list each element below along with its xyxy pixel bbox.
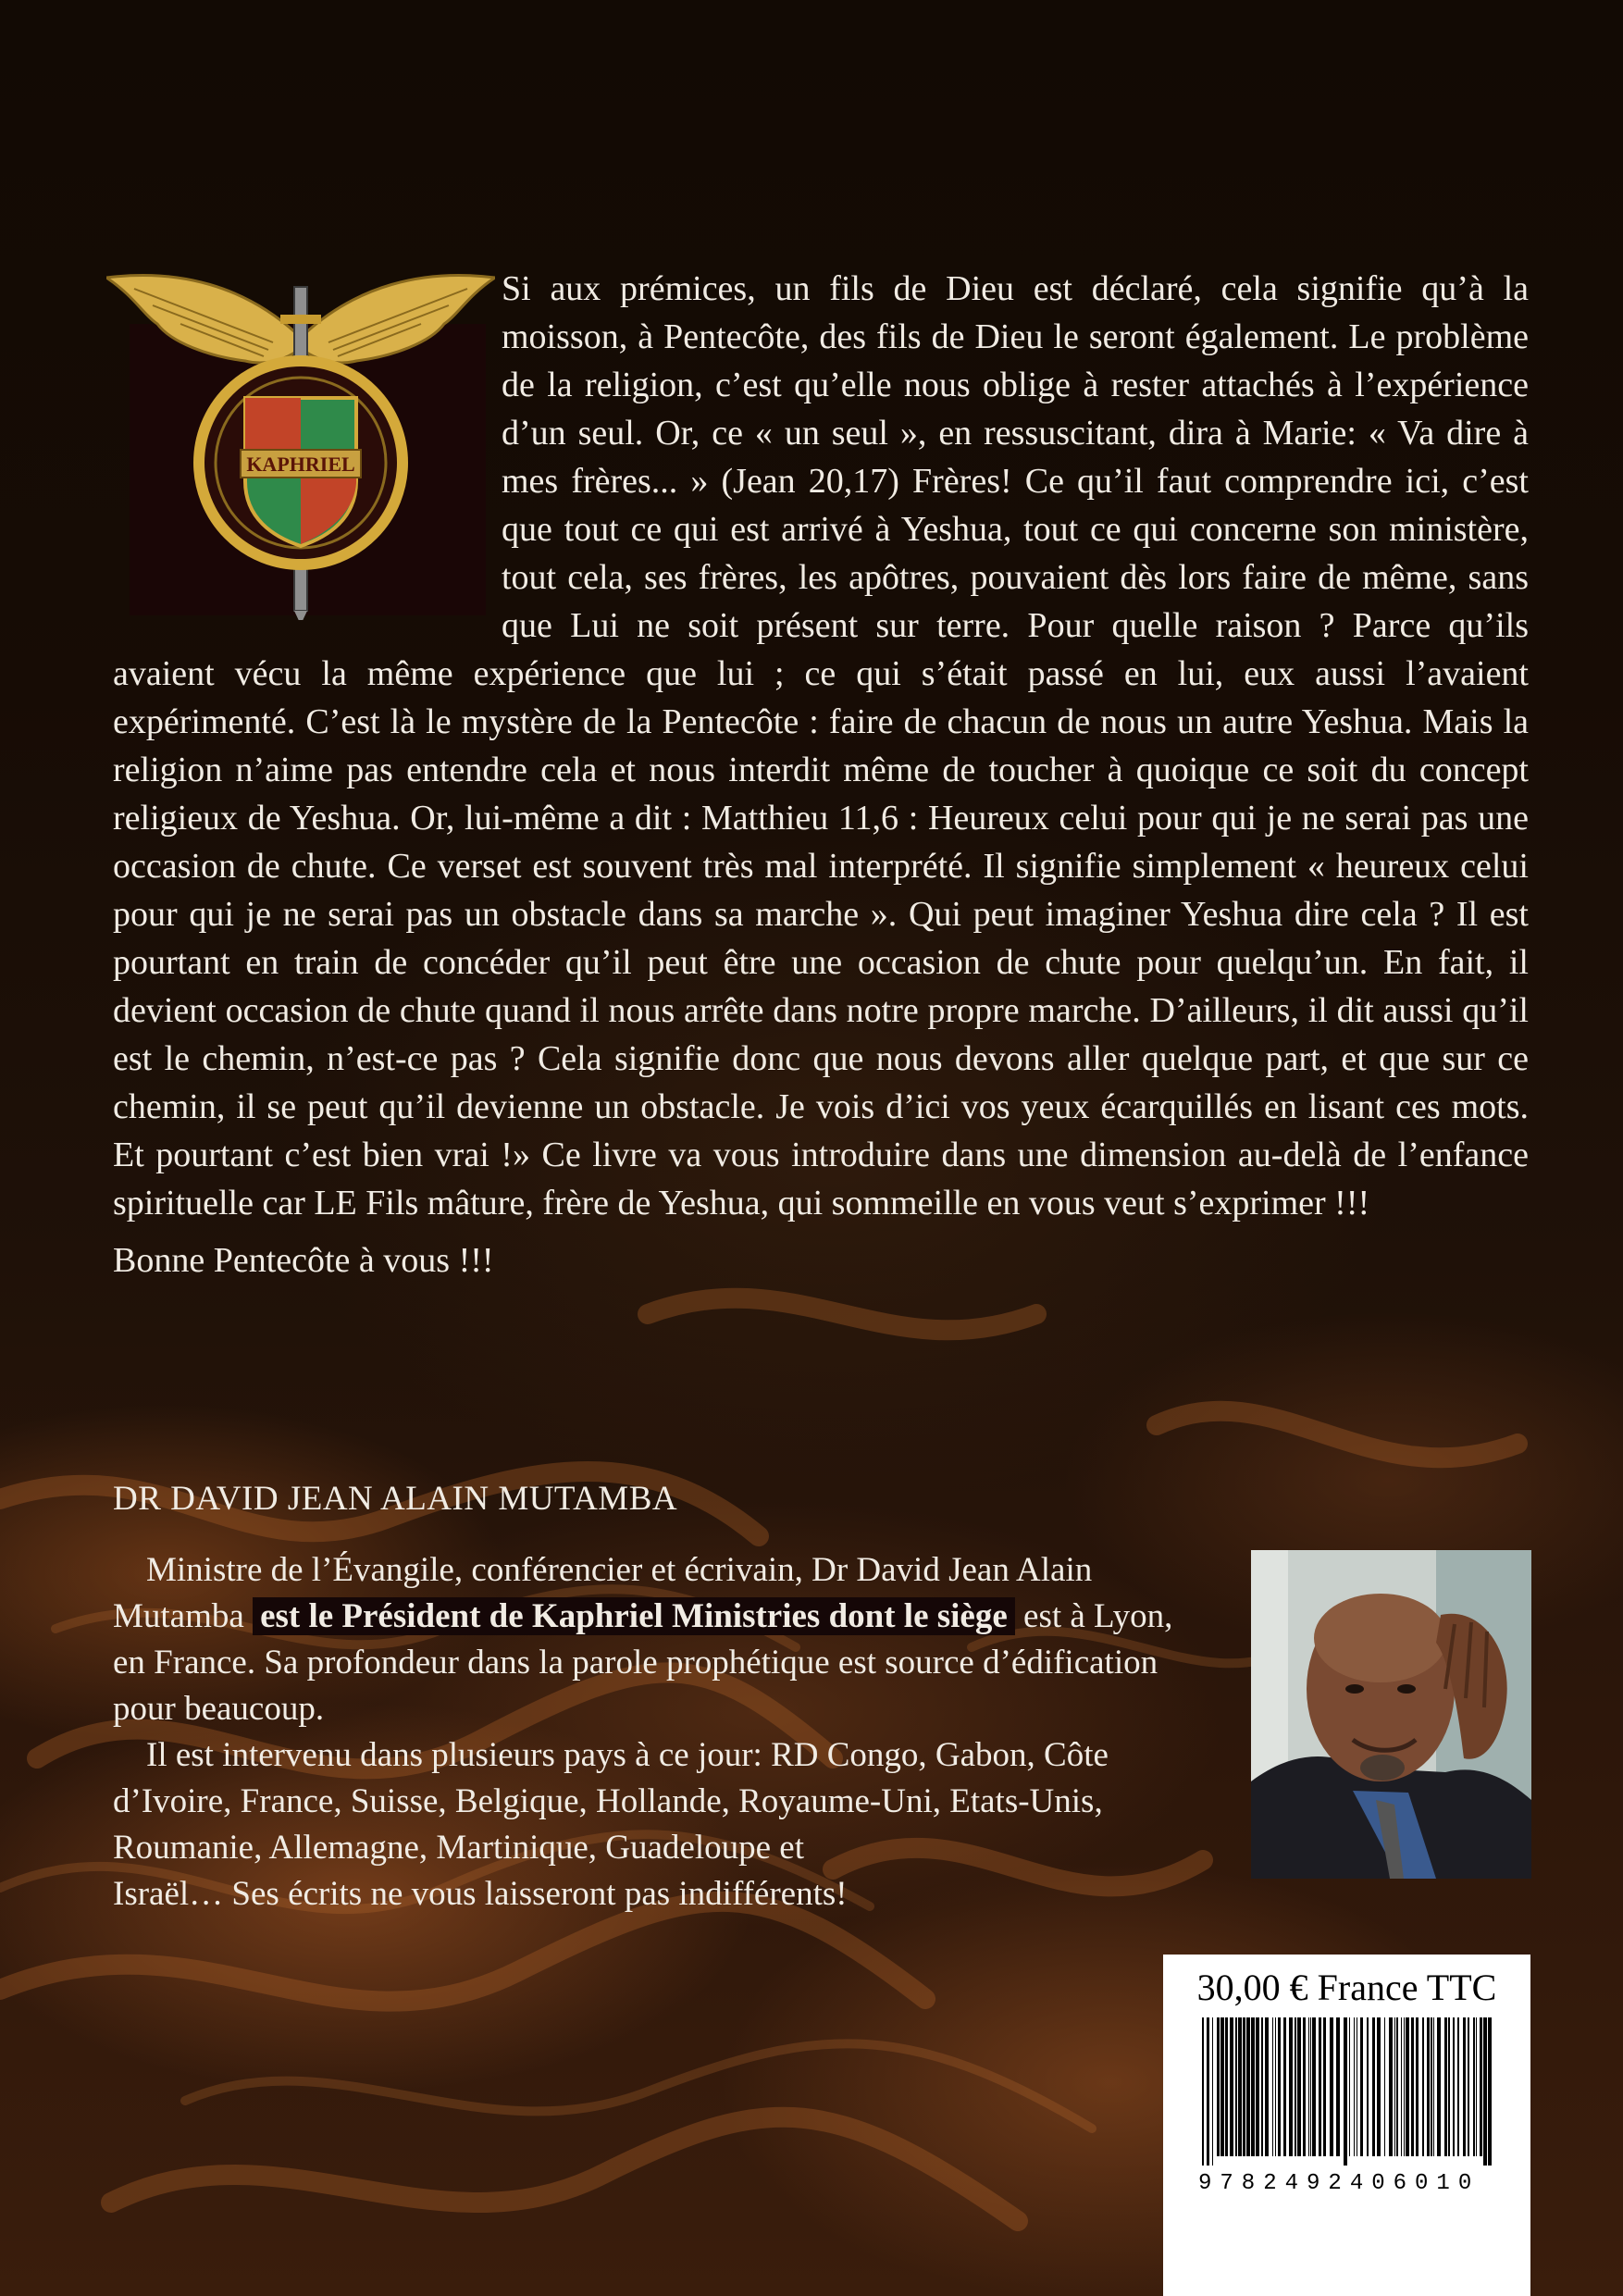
barcode-bar <box>1308 2017 1309 2156</box>
barcode-bar <box>1238 2017 1242 2156</box>
barcode-bar <box>1202 2017 1204 2166</box>
barcode-bar <box>1235 2017 1237 2156</box>
barcode-bar <box>1303 2017 1306 2156</box>
barcode-bar <box>1483 2017 1487 2166</box>
barcode-bar <box>1217 2017 1220 2156</box>
barcode-bar <box>1488 2017 1492 2166</box>
barcode-bar <box>1473 2017 1475 2156</box>
barcode-bar <box>1431 2017 1432 2156</box>
barcode-bar <box>1433 2017 1434 2156</box>
barcode-bar <box>1463 2017 1466 2156</box>
barcode-bar <box>1295 2017 1296 2156</box>
barcode-bar <box>1272 2017 1273 2156</box>
barcode-bar <box>1480 2017 1482 2156</box>
barcode-bar <box>1476 2017 1477 2156</box>
barcode-bar <box>1377 2017 1381 2156</box>
barcode-bar <box>1275 2017 1276 2156</box>
barcode-bar <box>1349 2017 1350 2156</box>
barcode-bar <box>1289 2017 1293 2156</box>
barcode-bar <box>1230 2017 1233 2156</box>
bio-paragraph-1 <box>113 1547 1205 1732</box>
barcode-bar <box>1312 2017 1316 2156</box>
barcode-bar <box>1330 2017 1333 2156</box>
barcode-bar <box>1283 2017 1286 2156</box>
barcode-bar <box>1246 2017 1250 2156</box>
barcode-bar <box>1344 2017 1347 2166</box>
barcode-bar <box>1468 2017 1469 2156</box>
isbn-barcode <box>1198 2017 1494 2166</box>
barcode-bar <box>1354 2017 1355 2156</box>
author-portrait-icon <box>1251 1550 1531 1879</box>
price-barcode-box <box>1163 1955 1530 2296</box>
barcode-bar <box>1406 2017 1409 2156</box>
barcode-bar <box>1256 2017 1259 2156</box>
barcode-bar <box>1310 2017 1311 2156</box>
isbn-digits: 9782492406010 <box>1198 2171 1481 2196</box>
author-name: DR DAVID JEAN ALAIN MUTAMBA <box>113 1480 678 1518</box>
barcode-bar <box>1243 2017 1245 2156</box>
barcode-bar <box>1453 2017 1455 2156</box>
barcode-bar <box>1389 2017 1393 2156</box>
barcode-bar <box>1394 2017 1395 2156</box>
barcode-bar <box>1212 2017 1213 2166</box>
barcode-bar <box>1372 2017 1375 2156</box>
barcode-bar <box>1444 2017 1447 2156</box>
barcode-bar <box>1367 2017 1369 2156</box>
back-cover-blurb <box>113 265 1529 1285</box>
blurb-greeting: Bonne Pentecôte à vous !!! <box>113 1241 494 1280</box>
barcode-bar <box>1261 2017 1263 2156</box>
barcode-bar <box>1396 2017 1398 2156</box>
logo-spacer <box>113 265 502 644</box>
barcode-bar <box>1336 2017 1340 2156</box>
author-bio <box>113 1547 1205 1917</box>
barcode-bar <box>1411 2017 1414 2156</box>
bio-highlight: est le Président de Kaphriel Ministries dont le siège <box>253 1597 1015 1635</box>
bio-text-start: Ministre de l’Évangile, conférencier et écrivain, Dr David Jean Alain Mutamba <box>113 1551 1093 1635</box>
barcode-bar <box>1360 2017 1363 2156</box>
barcode-bar <box>1220 2017 1224 2156</box>
barcode-bar <box>1384 2017 1385 2156</box>
bio-paragraph-2: Il est intervenu dans plusieurs pays à ce jour: RD Congo, Gabon, Côte d’Ivoire, France, Suisse, Belgique, Hollande, Royaume-Uni, Etats-Unis, Roumanie, Allemagne, Martinique, Guadeloupe et <box>113 1736 1109 1867</box>
price-label: 30,00 € France TTC <box>1196 1967 1497 2008</box>
barcode-bar <box>1207 2017 1209 2166</box>
barcode-bar <box>1404 2017 1405 2156</box>
author-portrait-photo <box>1251 1550 1531 1879</box>
barcode-bar <box>1437 2017 1441 2156</box>
barcode-bar <box>1323 2017 1326 2156</box>
barcode-bar <box>1251 2017 1255 2156</box>
barcode-bar <box>1265 2017 1269 2156</box>
barcode-bar <box>1448 2017 1450 2156</box>
barcode-bar <box>1457 2017 1459 2156</box>
barcode-bar <box>1401 2017 1402 2156</box>
barcode-bar <box>1278 2017 1281 2156</box>
barcode-bar <box>1422 2017 1424 2156</box>
bio-paragraph-3: Israël… Ses écrits ne vous laisseront pas indifférents! <box>113 1875 848 1913</box>
barcode-bar <box>1225 2017 1228 2156</box>
blurb-paragraph: Si aux prémices, un fils de Dieu est déclaré, cela signifie qu’à la moisson, à Pentecôte, des fils de Dieu le seront également. Le problème de la religion, c’est qu’elle nous oblige à rester attachés à l’expérience d’un seul. Or, ce « un seul », en ressuscitant, dira à Marie: « Va dire à mes frères... » (Jean 20,17) Frères! Ce qu’il faut comprendre ici, c’est que tout ce qui est arrivé à Yeshua, tout ce qui concerne son ministère, tout cela, ses frères, les apôtres, pouvaient dès lors faire de même, sans que Lui ne soit présent sur terre. Pour quelle raison ? Parce qu’ils avaient vécu la même expérience que lui ; ce qui s’était passé en lui, eux aussi l’avaient expérimenté. C’est là le mystère de la Pentecôte : faire de chacun de nous un autre Yeshua. Mais la religion n’aime pas entendre cela et nous interdit même de toucher à quoique ce soit du concept religieux de Yeshua. Or, lui-même a dit : Matthieu 11,6 : Heureux celui pour qui je ne serai pas une occasion de chute. Ce verset est souvent très mal interprété. Il signifie simplement « heureux celui pour qui je ne serai pas un obstacle dans sa marche ». Qui peut imaginer Yeshua dire cela ? Il est pourtant en train de concéder qu’il peut être une occasion de chute pour quelqu’un. En fait, il devient occasion de chute quand il nous arrête dans notre propre marche. D’ailleurs, il dit aussi qu’il est le chemin, n’est-ce pas ? Cela signifie donc que nous devons aller quelque part, et que sur ce chemin, il se peut qu’il devienne un obstacle. Je vois d’ici vos yeux écarquillés en lisant ces mots. Et pourtant c’est bien vrai !» Ce livre va vous introduire dans une dimension au-delà de l’enfance spirituelle car LE Fils mâture, frère de Yeshua, qui sommeille en vous veut s’exprimer !!! <box>113 269 1529 1222</box>
barcode-bar <box>1319 2017 1321 2156</box>
barcode-bar <box>1427 2017 1430 2156</box>
barcode-bar <box>1297 2017 1301 2156</box>
bio-text-end: est à Lyon, en France. Sa profondeur dans la parole prophétique est source d’édification pour beaucoup. <box>113 1597 1173 1728</box>
logo-text: KAPHRIEL <box>246 453 355 476</box>
barcode-bar <box>1416 2017 1419 2156</box>
